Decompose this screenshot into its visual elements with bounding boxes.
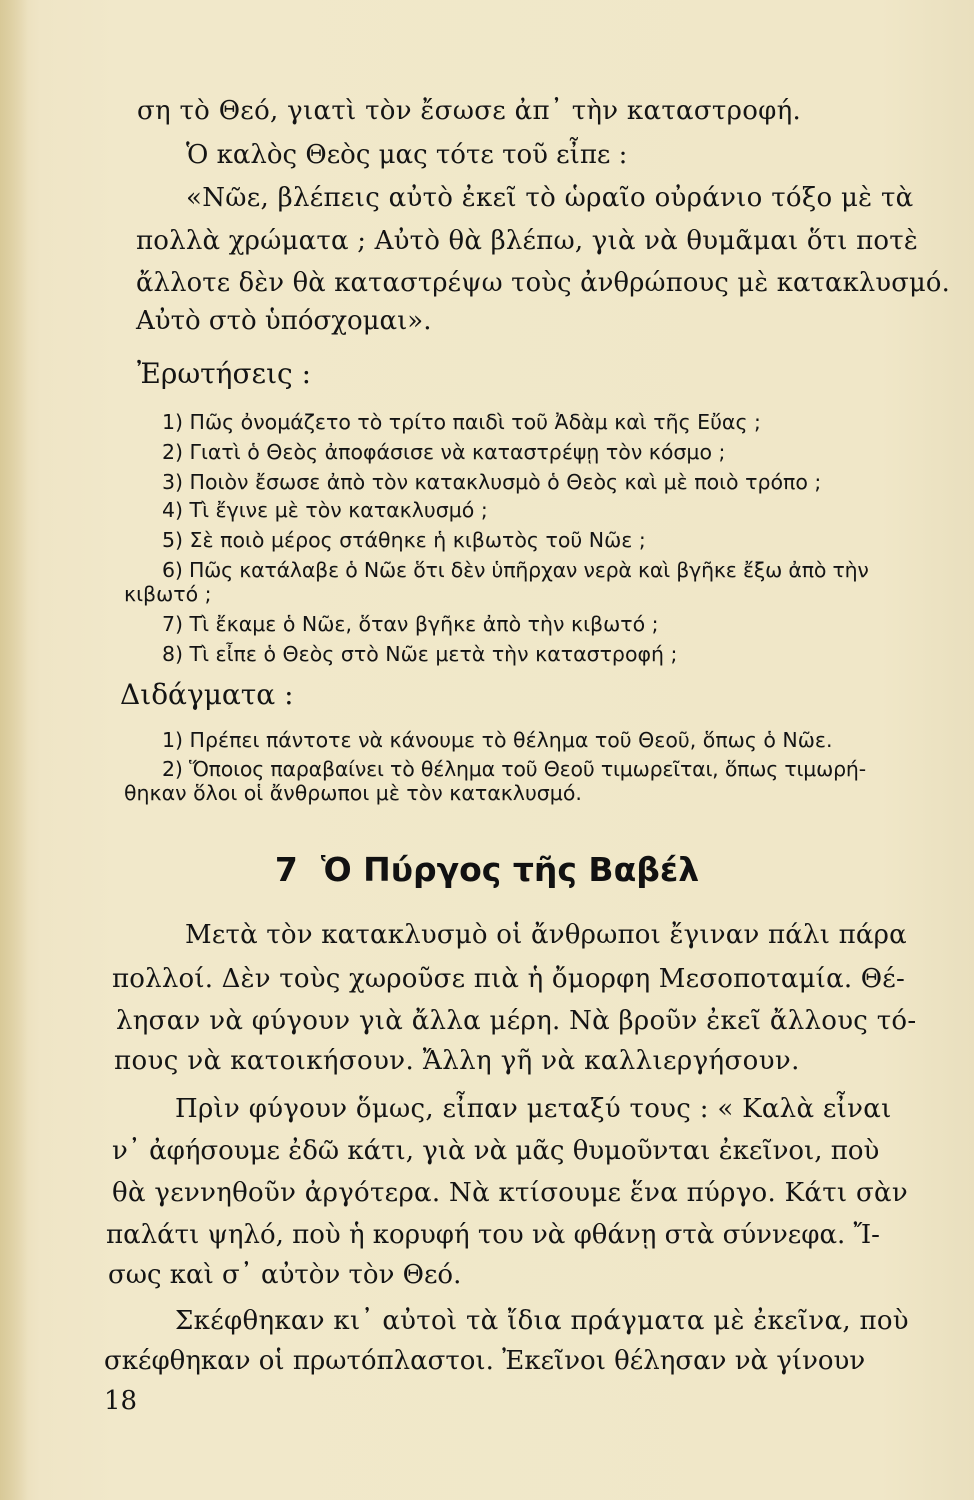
page-gutter-shadow <box>0 0 28 1500</box>
body-line: Μετὰ τὸν κατακλυσμὸ οἱ ἄνθρωποι ἔγιναν πάλι πάρα <box>185 920 907 950</box>
chapter-name: Ὁ Πύργος τῆς Βαβέλ <box>320 850 700 889</box>
question-item-continuation: κιβωτό ; <box>124 582 212 606</box>
lesson-item: 1) Πρέπει πάντοτε νὰ κάνουμε τὸ θέλημα τοῦ Θεοῦ, ὅπως ὁ Νῶε. <box>162 728 833 752</box>
intro-line: πολλὰ χρώματα ; Αὐτὸ θὰ βλέπω, γιὰ νὰ θυμᾶμαι ὅτι ποτὲ <box>136 226 918 256</box>
intro-line: «Νῶε, βλέπεις αὐτὸ ἐκεῖ τὸ ὡραῖο οὐράνιο τόξο μὲ τὰ <box>186 183 914 213</box>
lesson-item-continuation: θηκαν ὅλοι οἱ ἄνθρωποι μὲ τὸν κατακλυσμό. <box>124 781 582 805</box>
question-item: 1) Πῶς ὀνομάζετο τὸ τρίτο παιδὶ τοῦ Ἀδὰμ καὶ τῆς Εὔας ; <box>162 410 761 434</box>
body-line: σκέφθηκαν οἱ πρωτόπλαστοι. Ἐκεῖνοι θέλησαν νὰ γίνουν <box>104 1346 866 1376</box>
question-item: 7) Τὶ ἔκαμε ὁ Νῶε, ὅταν βγῆκε ἀπὸ τὴν κιβωτό ; <box>162 612 659 636</box>
intro-line: Αὐτὸ στὸ ὑπόσχομαι». <box>136 306 432 336</box>
page-number: 18 <box>104 1386 138 1416</box>
intro-line: Ὁ καλὸς Θεὸς μας τότε τοῦ εἶπε : <box>186 140 628 170</box>
body-line: πολλοί. Δὲν τοὺς χωροῦσε πιὰ ἡ ὄμορφη Μεσοποταμία. Θέ- <box>112 964 905 994</box>
body-line: Σκέφθηκαν κι᾽ αὐτοὶ τὰ ἴδια πράγματα μὲ ἐκεῖνα, ποὺ <box>175 1306 909 1336</box>
body-line: παλάτι ψηλό, ποὺ ἡ κορυφή του νὰ φθάνῃ στὰ σύννεφα. Ἴ- <box>106 1220 880 1250</box>
question-item: 4) Τὶ ἔγινε μὲ τὸν κατακλυσμό ; <box>162 498 488 522</box>
body-line: λησαν νὰ φύγουν γιὰ ἄλλα μέρη. Νὰ βροῦν ἐκεῖ ἄλλους τό- <box>116 1006 917 1036</box>
body-line: σως καὶ σ᾽ αὐτὸν τὸν Θεό. <box>108 1260 462 1290</box>
lesson-item: 2) Ὅποιος παραβαίνει τὸ θέλημα τοῦ Θεοῦ τιμωρεῖται, ὅπως τιμωρή- <box>162 757 866 781</box>
question-item: 3) Ποιὸν ἔσωσε ἀπὸ τὸν κατακλυσμὸ ὁ Θεὸς καὶ μὲ ποιὸ τρόπο ; <box>162 470 822 494</box>
body-line: πους νὰ κατοικήσουν. Ἄλλη γῆ νὰ καλλιεργήσουν. <box>114 1046 800 1076</box>
question-item: 2) Γιατὶ ὁ Θεὸς ἀποφάσισε νὰ καταστρέψῃ τὸν κόσμο ; <box>162 440 726 464</box>
chapter-title <box>0 850 974 889</box>
question-item: 8) Τὶ εἶπε ὁ Θεὸς στὸ Νῶε μετὰ τὴν καταστροφή ; <box>162 642 678 666</box>
intro-line: ση τὸ Θεό, γιατὶ τὸν ἔσωσε ἀπ᾽ τὴν καταστροφή. <box>137 96 802 126</box>
body-line: θὰ γεννηθοῦν ἀργότερα. Νὰ κτίσουμε ἕνα πύργο. Κάτι σὰν <box>112 1178 908 1208</box>
body-line: ν᾽ ἀφήσουμε ἐδῶ κάτι, γιὰ νὰ μᾶς θυμοῦνται ἐκεῖνοι, ποὺ <box>112 1136 880 1166</box>
chapter-number: 7 <box>274 850 298 889</box>
body-line: Πρὶν φύγουν ὅμως, εἶπαν μεταξύ τους : « Καλὰ εἶναι <box>175 1094 892 1124</box>
question-item: 6) Πῶς κατάλαβε ὁ Νῶε ὅτι δὲν ὑπῆρχαν νερὰ καὶ βγῆκε ἔξω ἀπὸ τὴν <box>162 558 869 582</box>
questions-heading: Ἐρωτήσεις : <box>137 357 312 390</box>
question-item: 5) Σὲ ποιὸ μέρος στάθηκε ἡ κιβωτὸς τοῦ Νῶε ; <box>162 528 646 552</box>
lessons-heading: Διδάγματα : <box>120 678 294 711</box>
intro-line: ἄλλοτε δὲν θὰ καταστρέψω τοὺς ἀνθρώπους μὲ κατακλυσμό. <box>136 268 951 298</box>
